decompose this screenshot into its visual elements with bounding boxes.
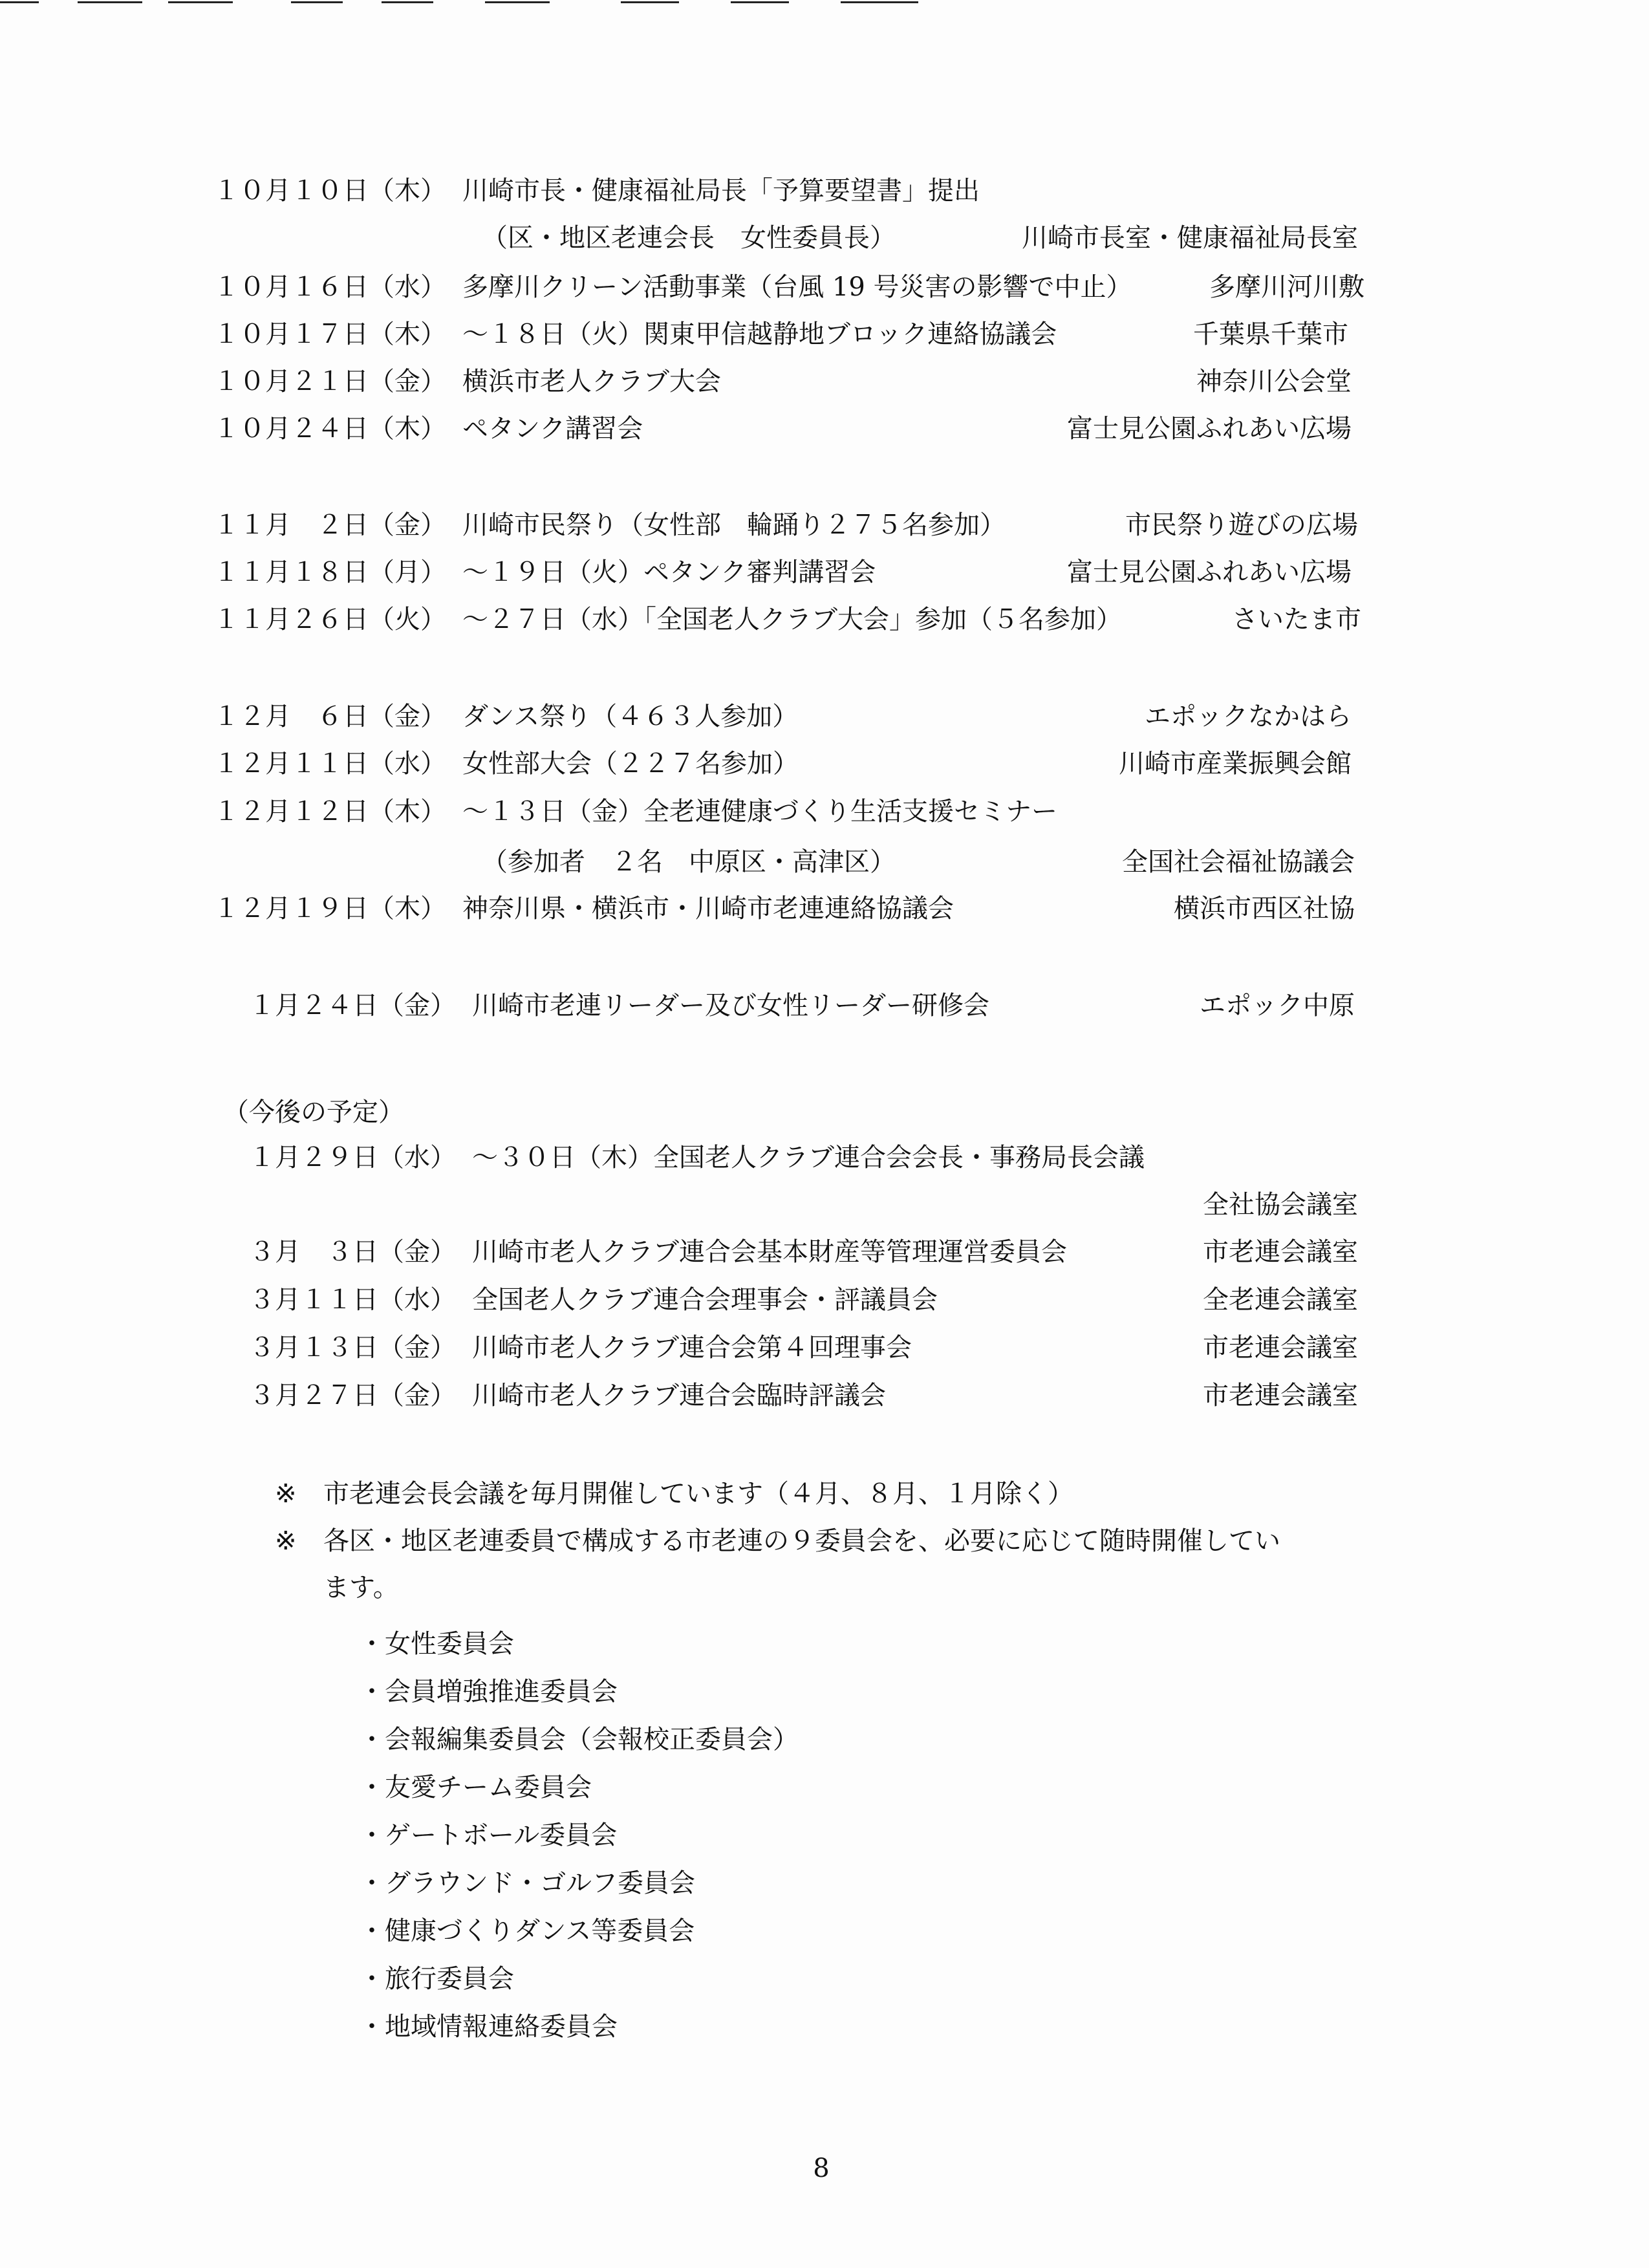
event-place: 多摩川河川敷 [1209,272,1364,302]
event-text: 川崎市長・健康福祉局長「予算要望書」提出 [462,176,980,206]
event-place: エポック中原 [1200,991,1355,1021]
event-text: 全国老人クラブ連合会理事会・評議員会 [472,1285,938,1315]
scan-dash [382,1,433,3]
event-text: ～１９日（火）ペタンク審判講習会 [462,557,876,587]
event-text: 女性部大会（２２７名参加） [462,749,799,779]
committee-item: ・女性委員会 [359,1629,514,1659]
scan-dash [291,1,343,3]
event-row [249,986,1355,1025]
event-date: ３月 ３日（金） [249,1237,456,1267]
event-row [213,315,1348,354]
committee-item: ・ゲートボール委員会 [359,1820,618,1850]
note-row [275,1522,1400,1561]
committee-item: ・会員増強推進委員会 [359,1677,618,1707]
event-date: ３月１１日（水） [249,1285,456,1315]
event-place: 富士見公園ふれあい広場 [1067,557,1352,587]
event-place: 富士見公園ふれあい広場 [1067,414,1352,444]
event-text: ～２７日（水）「全国老人クラブ大会」参加（５名参加） [462,605,1122,634]
committee-item: ・グラウンド・ゴルフ委員会 [359,1868,695,1898]
event-row [213,843,1355,881]
event-place: 全社協会議室 [1203,1190,1358,1220]
event-row [213,409,1352,448]
event-text: ～１８日（火）関東甲信越静地ブロック連絡協議会 [462,319,1057,349]
note-row [275,1568,1400,1607]
event-date: １月２９日（水） [249,1143,456,1172]
scan-dash [621,1,679,3]
scan-dash [485,1,550,3]
event-place: エポックなかはら [1145,702,1352,731]
future-event-row [249,1233,1358,1271]
note-text: ます。 [323,1573,399,1603]
event-row [213,600,1361,639]
event-place: 全老連会議室 [1203,1285,1358,1315]
event-date: １０月２１日（金） [213,367,446,396]
note-mark: ※ [275,1479,297,1509]
event-text: ペタンク講習会 [462,414,643,444]
scan-dash [731,1,789,3]
committee-item: ・友愛チーム委員会 [359,1773,592,1802]
event-place: 市老連会議室 [1203,1333,1358,1363]
event-date: １１月１８日（月） [213,557,446,587]
event-place: 神奈川公会堂 [1196,367,1352,396]
future-event-row [249,1376,1358,1415]
event-place: 川崎市産業振興会館 [1119,749,1352,779]
event-date: ３月１３日（金） [249,1333,456,1363]
event-place: 市老連会議室 [1203,1237,1358,1267]
event-row [213,506,1358,545]
scan-top-edge-dashes [0,0,938,4]
event-row [213,268,1364,307]
event-date: １１月２６日（火） [213,605,446,634]
future-event-row [249,1328,1358,1367]
event-row [213,697,1352,736]
committee-item: ・旅行委員会 [359,1964,514,1994]
scan-dash [841,1,918,3]
event-text: ダンス祭り（４６３人参加） [462,702,799,731]
page-number: 8 [813,2154,830,2183]
event-date: １２月１１日（水） [213,749,446,779]
event-row [213,744,1352,783]
scan-dash [168,1,233,3]
committee-item: ・健康づくりダンス等委員会 [359,1916,695,1946]
event-date: １１月 ２日（金） [213,510,446,540]
event-date: １２月１９日（木） [213,894,446,923]
event-date: １２月１２日（木） [213,797,446,826]
event-text: 多摩川クリーン活動事業（台風 19 号災害の影響で中止） [462,272,1132,302]
event-text: 神奈川県・横浜市・川崎市老連連絡協議会 [462,894,954,923]
future-event-row [249,1280,1358,1319]
event-text: 川崎市老連リーダー及び女性リーダー研修会 [472,991,989,1021]
event-date: １月２４日（金） [249,991,456,1021]
event-date: １０月１７日（木） [213,319,446,349]
event-text: 川崎市老人クラブ連合会臨時評議会 [472,1381,886,1410]
event-place: 市民祭り遊びの広場 [1125,510,1358,540]
event-text: （区・地区老連会長 女性委員長） [482,223,896,253]
scan-dash [0,1,39,3]
event-row [213,219,1358,257]
scan-dash [78,1,142,3]
committee-item: ・会報編集委員会（会報校正委員会） [359,1725,799,1755]
note-text: 市老連会長会議を毎月開催しています（４月、８月、１月除く） [323,1479,1073,1509]
note-text: 各区・地区老連委員で構成する市老連の９委員会を、必要に応じて随時開催してい [323,1526,1280,1556]
event-date: １２月 ６日（金） [213,702,446,731]
future-event-row [249,1138,1355,1177]
event-place: 全国社会福祉協議会 [1122,847,1355,877]
event-date: １０月１６日（水） [213,272,446,302]
note-row [275,1474,1400,1513]
event-row [213,792,1352,831]
event-row [213,553,1352,592]
event-text: ～３０日（木）全国老人クラブ連合会会長・事務局長会議 [472,1143,1145,1172]
event-text: 川崎市老人クラブ連合会基本財産等管理運営委員会 [472,1237,1067,1267]
event-place: 千葉県千葉市 [1193,319,1348,349]
event-row [213,171,1358,210]
event-text: （参加者 ２名 中原区・高津区） [482,847,896,877]
event-row [213,889,1355,928]
committee-item: ・地域情報連絡委員会 [359,2012,618,2042]
future-heading: （今後の予定） [223,1097,404,1127]
event-row [213,362,1352,401]
future-event-row [249,1185,1358,1224]
event-place: 市老連会議室 [1203,1381,1358,1410]
event-date: １０月１０日（木） [213,176,446,206]
note-mark: ※ [275,1526,297,1556]
event-date: ３月２７日（金） [249,1381,456,1410]
event-text: 川崎市民祭り（女性部 輪踊り２７５名参加） [462,510,1006,540]
event-place: さいたま市 [1232,605,1361,634]
event-place: 横浜市西区社協 [1174,894,1355,923]
event-text: ～１３日（金）全老連健康づくり生活支援セミナー [462,797,1057,826]
event-date: １０月２４日（木） [213,414,446,444]
event-place: 川崎市長室・健康福祉局長室 [1022,223,1358,253]
event-text: 川崎市老人クラブ連合会第４回理事会 [472,1333,912,1363]
event-text: 横浜市老人クラブ大会 [462,367,721,396]
